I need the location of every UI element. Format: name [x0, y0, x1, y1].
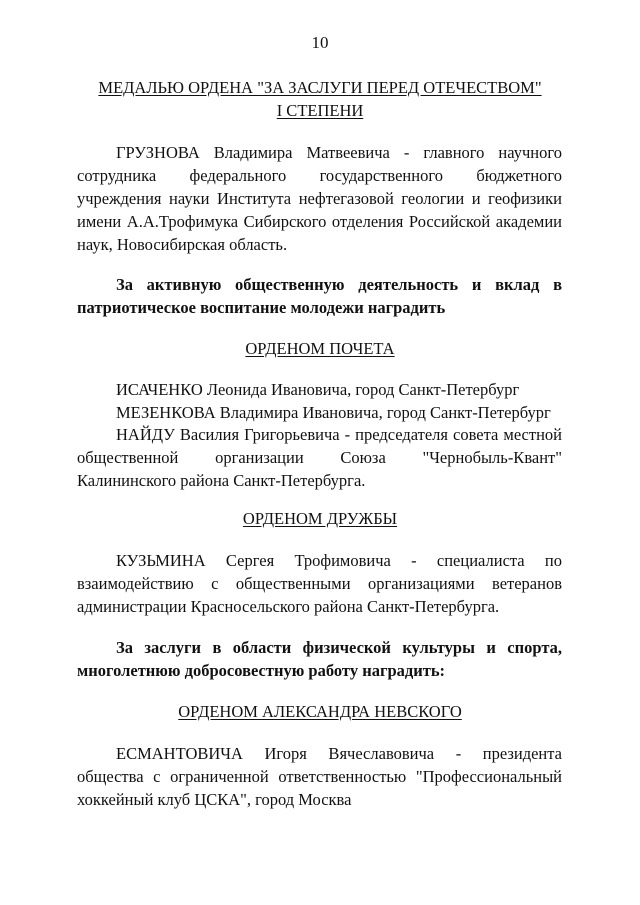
page-number: 10 [311, 33, 329, 52]
award-entry-esmantovich: ЕСМАНТОВИЧА Игоря Вячеславовича - президента общества с ограниченной ответственностью "Профессиональный хоккейный клуб ЦСКА", город Москва [77, 744, 562, 809]
decree-clause-sport: За заслуги в области физической культуры и спорта, многолетнюю добросовестную работу наградить: [77, 638, 562, 680]
award-heading-order-of-honour: ОРДЕНОМ ПОЧЕТА [245, 339, 395, 358]
award-entry-mezenkov: МЕЗЕНКОВА Владимира Ивановича, город Санкт-Петербург [116, 403, 551, 422]
award-heading-medal-degree: I СТЕПЕНИ [276, 101, 364, 120]
award-entry-kuzmin: КУЗЬМИНА Сергея Трофимовича - специалиста по взаимодействию с общественными организациями ветеранов администрации Красносельского района Санкт-Петербурга. [77, 551, 562, 616]
award-heading-medal: МЕДАЛЬЮ ОРДЕНА "ЗА ЗАСЛУГИ ПЕРЕД ОТЕЧЕСТВОМ" [98, 78, 542, 97]
award-entry-gruznov: ГРУЗНОВА Владимира Матвеевича - главного научного сотрудника федерального государственного бюджетного учреждения науки Института нефтегазовой геологии и геофизики имени А.А.Трофимука Сибирского отделения Российской академии наук, Новосибирская область. [77, 143, 562, 254]
award-entry-naydu: НАЙДУ Василия Григорьевича - председателя совета местной общественной организации Союза "Чернобыль-Квант" Калининского района Санкт-Петербурга. [77, 425, 562, 490]
award-entry-isachenko: ИСАЧЕНКО Леонида Ивановича, город Санкт-Петербург [116, 380, 520, 399]
award-heading-order-of-friendship: ОРДЕНОМ ДРУЖБЫ [242, 509, 398, 528]
award-heading-order-of-alexander-nevsky: ОРДЕНОМ АЛЕКСАНДРА НЕВСКОГО [178, 702, 462, 721]
decree-clause-patriotic: За активную общественную деятельность и вклад в патриотическое воспитание молодежи наградить [77, 275, 562, 317]
